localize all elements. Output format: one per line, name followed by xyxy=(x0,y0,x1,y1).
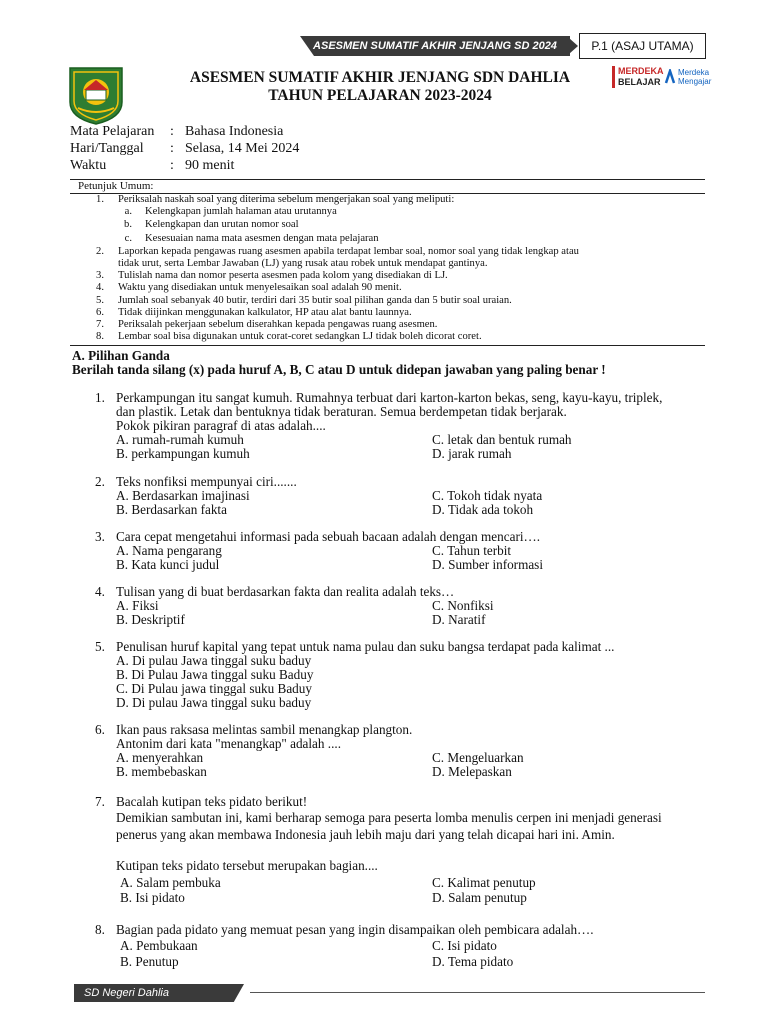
option-a[interactable]: A. Nama pengarang xyxy=(116,543,222,558)
question-number: 4. xyxy=(95,584,105,599)
mengajar-icon xyxy=(664,69,676,85)
info-value: 90 menit xyxy=(185,158,235,173)
question-line: Bagian pada pidato yang memuat pesan yang ingin disampaikan oleh pembicara adalah…. xyxy=(116,922,594,937)
question-line: Antonim dari kata "menangkap" adalah .... xyxy=(116,736,341,751)
paper-code: P.1 (ASAJ UTAMA) xyxy=(579,33,706,59)
footer-divider xyxy=(250,992,705,993)
option-b[interactable]: B. membebaskan xyxy=(116,764,207,779)
instruction-text: Tulislah nama dan nomor peserta asesmen pada kolom yang disediakan di LJ. xyxy=(118,270,448,281)
question-number: 6. xyxy=(95,722,105,737)
instruction-num: c. xyxy=(124,233,132,244)
instructions-title: Petunjuk Umum: xyxy=(78,180,154,192)
merdeka-text: MERDEKA xyxy=(618,66,664,76)
question-line: Ikan paus raksasa melintas sambil menangkap plangton. xyxy=(116,722,413,737)
option-b[interactable]: B. Kata kunci judul xyxy=(116,557,220,572)
option-b[interactable]: B. Penutup xyxy=(120,954,179,969)
info-value: Selasa, 14 Mei 2024 xyxy=(185,141,300,156)
option-a[interactable]: A. Salam pembuka xyxy=(120,875,221,890)
instruction-text: Tidak diijinkan menggunakan kalkulator, HP atau alat bantu launnya. xyxy=(118,307,412,318)
question-line: dan plastik. Letak dan bentuknya tidak beraturan. Semua berdempetan tidak berjarak. xyxy=(116,404,567,419)
option-c[interactable]: C. Di Pulau jawa tinggal suku Baduy xyxy=(116,681,312,696)
instruction-num: 4. xyxy=(96,282,104,293)
option-b[interactable]: B. Isi pidato xyxy=(120,890,185,905)
instruction-text: Periksalah pekerjaan sebelum diserahkan kepada pengawas ruang asesmen. xyxy=(118,319,438,330)
question-line: Kutipan teks pidato tersebut merupakan bagian.... xyxy=(116,858,378,873)
question-5 xyxy=(0,640,768,715)
instruction-num: a. xyxy=(124,206,132,217)
option-c[interactable]: C. Tokoh tidak nyata xyxy=(432,488,543,503)
option-a[interactable]: A. Pembukaan xyxy=(120,938,198,953)
question-8 xyxy=(0,923,768,973)
option-d[interactable]: D. Di pulau Jawa tinggal suku baduy xyxy=(116,695,312,710)
option-a[interactable]: A. Berdasarkan imajinasi xyxy=(116,488,250,503)
info-colon: : xyxy=(170,158,174,173)
info-label: Mata Pelajaran xyxy=(70,124,155,139)
option-d[interactable]: D. Salam penutup xyxy=(432,890,527,905)
instruction-text: Waktu yang disediakan untuk menyelesaikan soal adalah 90 menit. xyxy=(118,282,402,293)
question-number: 1. xyxy=(95,390,105,405)
question-line: Cara cepat mengetahui informasi pada sebuah bacaan adalah dengan mencari…. xyxy=(116,529,541,544)
option-b[interactable]: B. Berdasarkan fakta xyxy=(116,502,227,517)
question-6 xyxy=(0,723,768,788)
option-a[interactable]: A. menyerahkan xyxy=(116,750,204,765)
instruction-text: Periksalah naskah soal yang diterima sebelum mengerjakan soal yang meliputi: xyxy=(118,194,455,205)
instruction-text: Laporkan kepada pengawas ruang asesmen apabila terdapat lembar soal, nomor soal yang tidak lengkap atau xyxy=(118,246,579,257)
option-b[interactable]: B. perkampungan kumuh xyxy=(116,446,250,461)
section-title: A. Pilihan Ganda xyxy=(72,348,170,363)
instruction-num: 3. xyxy=(96,270,104,281)
option-c[interactable]: C. Mengeluarkan xyxy=(432,750,524,765)
info-colon: : xyxy=(170,141,174,156)
question-3 xyxy=(0,530,768,580)
footer-school-name: SD Negeri Dahlia xyxy=(84,987,169,999)
school-emblem-icon xyxy=(66,62,126,126)
question-line: Teks nonfiksi mempunyai ciri....... xyxy=(116,474,297,489)
question-1 xyxy=(0,391,768,471)
instruction-num: 7. xyxy=(96,319,104,330)
question-7 xyxy=(0,795,768,910)
question-intro: Bacalah kutipan teks pidato berikut! xyxy=(116,794,308,809)
info-colon: : xyxy=(170,124,174,139)
option-b[interactable]: B. Di Pulau Jawa tinggal suku Baduy xyxy=(116,667,314,682)
question-line: Perkampungan itu sangat kumuh. Rumahnya terbuat dari karton-karton bekas, seng, kayu-kayu, triplek, xyxy=(116,390,663,405)
option-d[interactable]: D. Sumber informasi xyxy=(432,557,543,572)
question-number: 2. xyxy=(95,474,105,489)
option-c[interactable]: C. Nonfiksi xyxy=(432,598,494,613)
info-label: Waktu xyxy=(70,158,107,173)
exam-year: TAHUN PELAJARAN 2023-2024 xyxy=(268,87,492,104)
instruction-num: 8. xyxy=(96,331,104,342)
section-instruction: Berilah tanda silang (x) pada huruf A, B, C atau D untuk didepan jawaban yang paling benar ! xyxy=(72,362,606,377)
mengajar-text-2: Mengajar xyxy=(678,77,712,86)
instruction-num: 6. xyxy=(96,307,104,318)
banner-arrow xyxy=(569,38,578,54)
option-a[interactable]: A. Fiksi xyxy=(116,598,159,613)
instruction-text: tidak urut, serta Lembar Jawaban (LJ) yang rusak atau robek untuk mendapat gantinya. xyxy=(118,258,488,269)
instruction-num: 5. xyxy=(96,295,104,306)
option-d[interactable]: D. Melepaskan xyxy=(432,764,512,779)
question-4 xyxy=(0,585,768,635)
instruction-num: 2. xyxy=(96,246,104,257)
option-c[interactable]: C. Kalimat penutup xyxy=(432,875,536,890)
question-line: Penulisan huruf kapital yang tepat untuk nama pulau dan suku bangsa terdapat pada kalimat ... xyxy=(116,639,615,654)
instruction-num: 1. xyxy=(96,194,104,205)
instructions-list xyxy=(90,194,700,344)
question-number: 5. xyxy=(95,639,105,654)
quote-line: penerus yang akan membawa Indonesia jauh lebih maju dari yang telah dicapai hari ini. Amin. xyxy=(116,827,615,842)
option-d[interactable]: D. jarak rumah xyxy=(432,446,512,461)
mengajar-text-1: Merdeka xyxy=(678,68,710,77)
instruction-text: Kelengkapan jumlah halaman atau urutannya xyxy=(145,206,337,217)
option-d[interactable]: D. Tidak ada tokoh xyxy=(432,502,534,517)
instruction-text: Jumlah soal sebanyak 40 butir, terdiri dari 35 butir soal pilihan ganda dan 5 butir soal uraian. xyxy=(118,295,512,306)
question-number: 3. xyxy=(95,529,105,544)
merdeka-mengajar-logo xyxy=(664,66,724,90)
question-line: Tulisan yang di buat berdasarkan fakta dan realita adalah teks… xyxy=(116,584,455,599)
question-number: 8. xyxy=(95,922,105,937)
merdeka-belajar-logo xyxy=(612,66,662,90)
option-c[interactable]: C. Isi pidato xyxy=(432,938,497,953)
question-number: 7. xyxy=(95,794,105,809)
instruction-text: Kesesuaian nama mata asesmen dengan mata pelajaran xyxy=(145,233,379,244)
option-c[interactable]: C. Tahun terbit xyxy=(432,543,512,558)
info-value: Bahasa Indonesia xyxy=(185,124,284,139)
question-line: Pokok pikiran paragraf di atas adalah.... xyxy=(116,418,326,433)
quote-line: Demikian sambutan ini, kami berharap semoga para peserta lomba menulis cerpen ini menjadi generasi xyxy=(116,810,662,825)
option-c[interactable]: C. letak dan bentuk rumah xyxy=(432,432,572,447)
option-a[interactable]: A. Di pulau Jawa tinggal suku baduy xyxy=(116,653,312,668)
exam-title: ASESMEN SUMATIF AKHIR JENJANG SDN DAHLIA xyxy=(189,69,571,86)
option-d[interactable]: D. Tema pidato xyxy=(432,954,514,969)
instruction-text: Lembar soal bisa digunakan untuk corat-coret sedangkan LJ tidak boleh dicorat coret. xyxy=(118,331,482,342)
option-a[interactable]: A. rumah-rumah kumuh xyxy=(116,432,244,447)
belajar-text: BELAJAR xyxy=(618,77,661,87)
instruction-num: b. xyxy=(124,219,132,230)
banner-title: ASESMEN SUMATIF AKHIR JENJANG SD 2024 xyxy=(313,40,557,52)
question-2 xyxy=(0,475,768,525)
option-d[interactable]: D. Naratif xyxy=(432,612,486,627)
info-label: Hari/Tanggal xyxy=(70,141,144,156)
option-b[interactable]: B. Deskriptif xyxy=(116,612,185,627)
instruction-text: Kelengkapan dan urutan nomor soal xyxy=(145,219,299,230)
